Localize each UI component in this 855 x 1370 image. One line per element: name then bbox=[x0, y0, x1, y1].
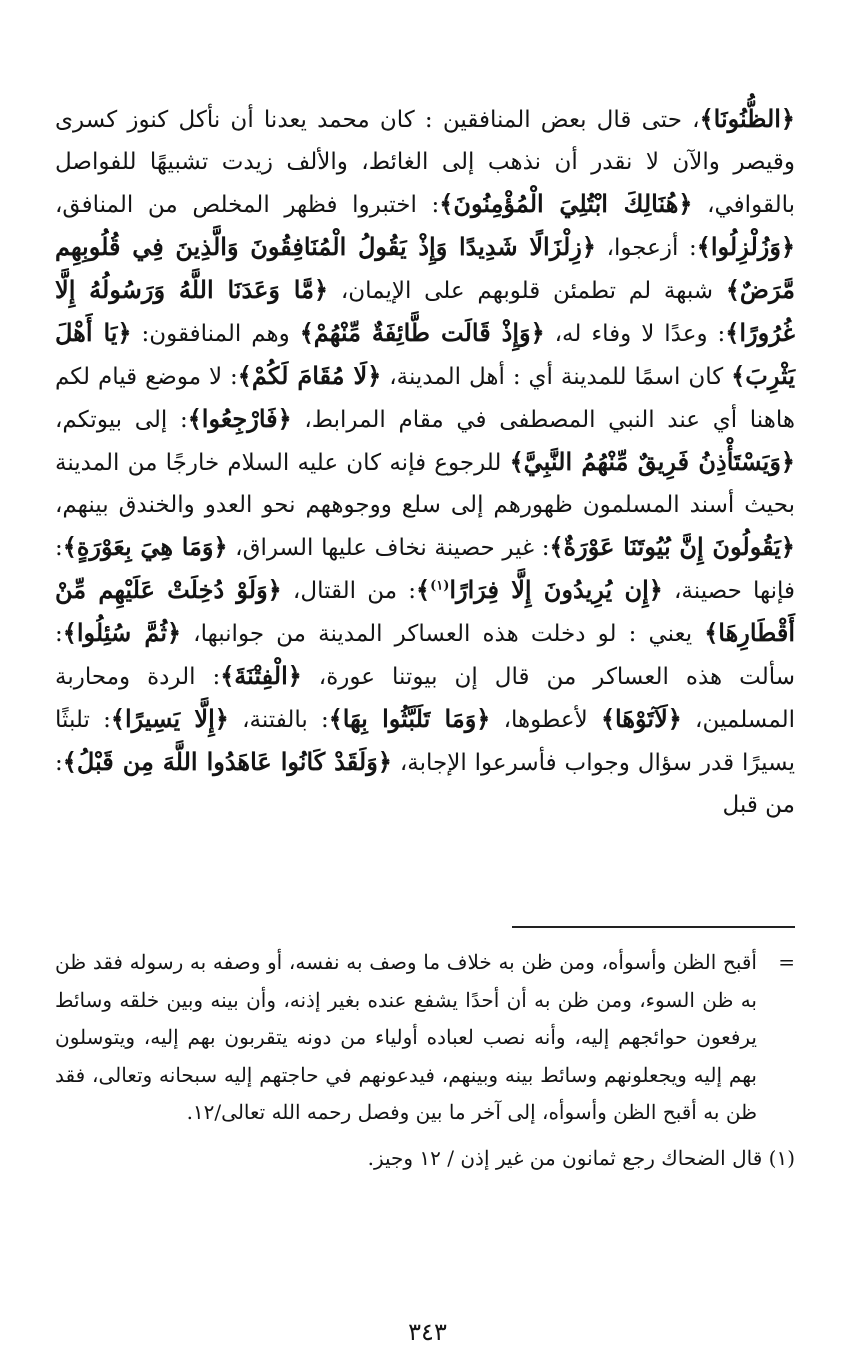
quran-quote: ﴾ bbox=[416, 575, 431, 604]
quran-quote: ﴿مَّا وَعَدَنَا اللَّهُ وَرَسُولُهُ إِلَّا غُرُورًا﴾ bbox=[55, 275, 795, 347]
quran-quote: ﴿وَزُلْزِلُوا﴾ bbox=[696, 232, 796, 261]
commentary-text: : من قبل bbox=[55, 750, 795, 818]
commentary-text: : إلى بيوتكم، bbox=[55, 407, 188, 433]
quran-quote: ﴿إِن يُرِيدُونَ إِلَّا فِرَارًا bbox=[449, 575, 663, 604]
main-text bbox=[55, 98, 795, 826]
commentary-text: : لا موضع قيام لكم هاهنا أي عند النبي المصطفى في مقام المرابط، bbox=[55, 364, 795, 433]
commentary-text: : من القتال، bbox=[281, 578, 416, 604]
footnote-marker: (١) bbox=[430, 578, 450, 594]
commentary-text: شبهة لم تطمئن قلوبهم على الإيمان، bbox=[328, 278, 726, 304]
commentary-text: : بالفتنة، bbox=[228, 707, 329, 733]
quran-quote: ﴿وَإِذْ قَالَت طَّائِفَةٌ مِّنْهُمْ﴾ bbox=[299, 318, 545, 347]
commentary-text: ، حتى قال بعض المنافقين : كان محمد يعدنا أن نأكل كنوز كسرى وقيصر والآن لا نقدر أن نذهب إلى الغائط، والألف زيدت تشبيهًا للفواصل بالقوافي، bbox=[55, 107, 796, 218]
commentary-text: : اختبروا فظهر المخلص من المنافق، bbox=[55, 192, 440, 218]
quran-quote: ﴿لَا مُقَامَ لَكُمْ﴾ bbox=[237, 361, 382, 390]
commentary-text: : وعدًا لا وفاء له، bbox=[544, 321, 726, 347]
commentary-text: للرجوع فإنه كان عليه السلام خارجًا من المدينة بحيث أسند المسلمون ظهورهم إلى سلع ووجوههم نحو العدو والخندق بينهم، bbox=[55, 450, 795, 518]
commentary-text: وهم المنافقون: bbox=[131, 321, 300, 347]
quran-quote: ﴿لَآتَوْهَا﴾ bbox=[600, 704, 682, 733]
quran-quote: ﴿إِلَّا يَسِيرًا﴾ bbox=[110, 704, 229, 733]
quran-quote: ﴿الظُّنُونَا﴾ bbox=[699, 104, 795, 133]
footnotes bbox=[55, 944, 795, 1177]
page-number: ٣٤٣ bbox=[408, 1318, 447, 1346]
quran-quote: ﴿يَقُولُونَ إِنَّ بُيُوتَنَا عَوْرَةٌ﴾ bbox=[549, 532, 795, 561]
commentary-text: : الردة ومحاربة المسلمين، bbox=[55, 664, 796, 733]
quran-quote: ﴿ثُمَّ سُئِلُوا﴾ bbox=[62, 618, 182, 647]
continuation-mark: = bbox=[778, 950, 795, 974]
continuation-text: أقبح الظن وأسوأه، ومن ظن به خلاف ما وصف به نفسه، أو وصفه به رسوله فقد ظن به ظن السوء، ومن ظن به أن أحدًا يشفع عنده بغير إذنه، وأن بينه وبين خلقه وسائط يرفعون حوائجهم إليه، وأنه نصب لعباده أولياء من دونه يتقربون بهم إليه، ويتوسلون بهم إليه ويجعلونهم وسائط بينه وبينهم، فيدعونهم في حاجتهم إليه سبحانه وتعالى، فقد ظن به أقبح الظن وأسوأه، إلى آخر ما بين وفصل رحمه الله تعالى/١٢. bbox=[55, 950, 757, 1124]
quran-quote: ﴿زِلْزَالًا شَدِيدًا وَإِذْ يَقُولُ الْمُنَافِقُونَ وَالَّذِينَ فِي قُلُوبِهِم مَّرَضٌ﴾ bbox=[55, 232, 795, 304]
quran-quote: ﴿فَارْجِعُوا﴾ bbox=[187, 404, 292, 433]
commentary-text: : سألت هذه العساكر من قال إن بيوتنا عورة، bbox=[55, 621, 796, 690]
commentary-text: كان اسمًا للمدينة أي : أهل المدينة، bbox=[381, 364, 732, 390]
commentary-text: يعني : لو دخلت هذه العساكر المدينة من جوانبها، bbox=[181, 621, 705, 647]
quran-quote: ﴿يَا أَهْلَ يَثْرِبَ﴾ bbox=[55, 318, 795, 390]
footnote-1: (١) قال الضحاك رجع ثمانون من غير إذن / ١٢ وجيز. bbox=[367, 1145, 795, 1170]
quran-quote: ﴿وَيَسْتَأْذِنُ فَرِيقٌ مِّنْهُمُ النَّبِيَّ﴾ bbox=[509, 447, 795, 476]
commentary-text: : تلبثًا يسيرًا قدر سؤال وجواب فأسرعوا الإجابة، bbox=[55, 707, 795, 776]
quran-quote: ﴿الْفِتْنَةَ﴾ bbox=[220, 661, 302, 690]
commentary-text: : غير حصينة نخاف عليها السراق، bbox=[227, 535, 550, 561]
footnote-separator bbox=[512, 926, 795, 928]
commentary-text: لأعطوها، bbox=[490, 707, 601, 733]
commentary-text: : فإنها حصينة، bbox=[55, 535, 795, 604]
commentary-text: : أزعجوا، bbox=[595, 235, 697, 261]
quran-quote: ﴿وَلَوْ دُخِلَتْ عَلَيْهِم مِّنْ أَقْطَارِهَا﴾ bbox=[55, 575, 795, 647]
footnote-continuation bbox=[55, 944, 795, 1132]
quran-quote: ﴿وَلَقَدْ كَانُوا عَاهَدُوا اللَّهَ مِن قَبْلُ﴾ bbox=[62, 747, 392, 776]
quran-quote: ﴿وَمَا تَلَبَّثُوا بِهَا﴾ bbox=[328, 704, 491, 733]
main-paragraph bbox=[55, 98, 795, 826]
quran-quote: ﴿هُنَالِكَ ابْتُلِيَ الْمُؤْمِنُونَ﴾ bbox=[439, 189, 693, 218]
quran-quote: ﴿وَمَا هِيَ بِعَوْرَةٍ﴾ bbox=[62, 532, 228, 561]
